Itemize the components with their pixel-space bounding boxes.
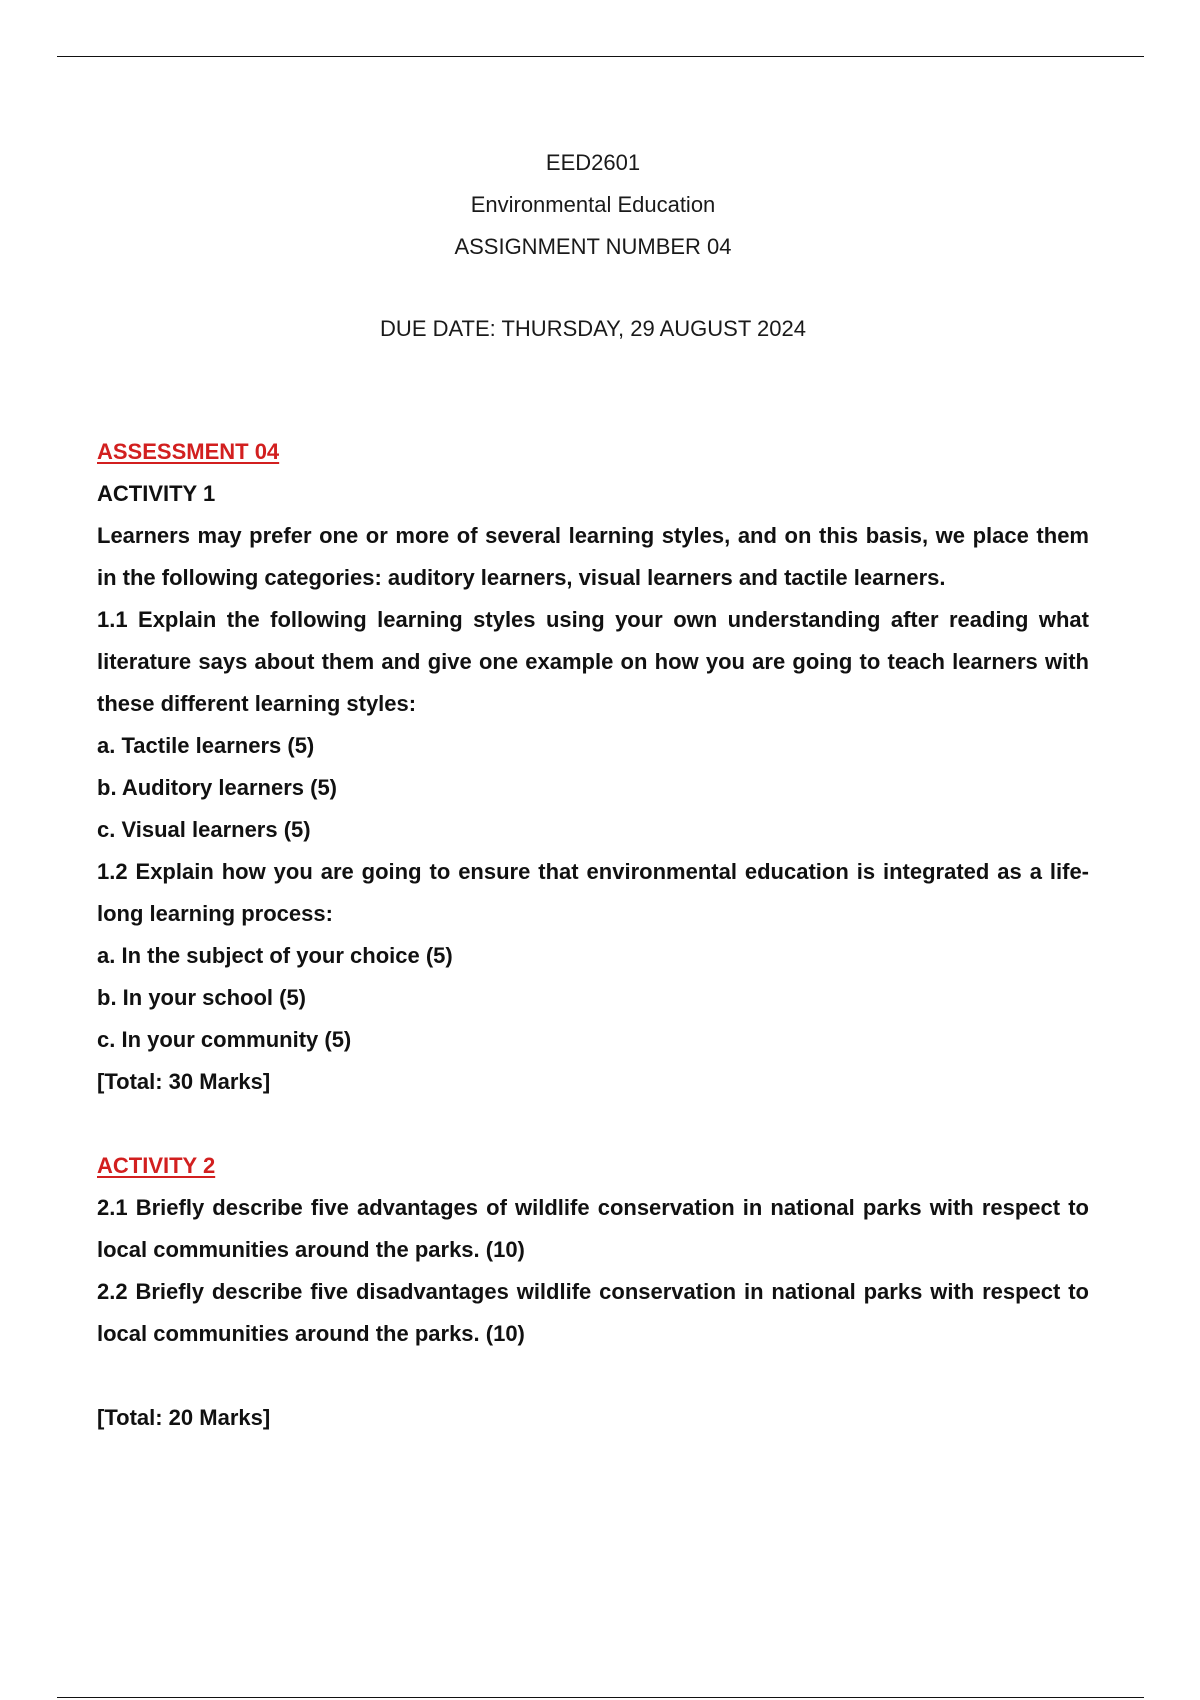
due-date: DUE DATE: THURSDAY, 29 AUGUST 2024: [380, 316, 806, 341]
question-2-1: 2.1 Briefly describe five advantages of wildlife conservation in national parks with respect to local communities around the parks. (10): [97, 1195, 1089, 1262]
spacer: [97, 1103, 1089, 1145]
question-2-2: 2.2 Briefly describe five disadvantages wildlife conservation in national parks with respect to local communities around the parks. (10): [97, 1279, 1089, 1346]
top-rule: [57, 56, 1144, 57]
question-1-2-item: c. In your community (5): [97, 1027, 352, 1052]
question-1-1-item: c. Visual learners (5): [97, 817, 311, 842]
question-1-2: 1.2 Explain how you are going to ensure that environmental education is integrated as a life-long learning process:: [97, 859, 1089, 926]
assessment-heading: ASSESSMENT 04: [97, 439, 280, 464]
activity2-total: [Total: 20 Marks]: [97, 1405, 271, 1430]
spacer: [97, 1355, 1089, 1397]
activity1-heading: ACTIVITY 1: [97, 481, 216, 506]
bottom-rule: [57, 1697, 1144, 1698]
course-name: Environmental Education: [470, 192, 716, 217]
assignment-number: ASSIGNMENT NUMBER 04: [454, 234, 732, 259]
document-header: [0, 142, 1186, 350]
question-1-2-item: a. In the subject of your choice (5): [97, 943, 453, 968]
question-1-1-item: b. Auditory learners (5): [97, 775, 338, 800]
activity2-heading: ACTIVITY 2: [97, 1153, 216, 1178]
course-code: EED2601: [545, 150, 641, 175]
activity1-total: [Total: 30 Marks]: [97, 1069, 271, 1094]
document-body: [97, 431, 1089, 1439]
activity1-intro: Learners may prefer one or more of several learning styles, and on this basis, we place them in the following categories: auditory learners, visual learners and tactile learners.: [97, 523, 1089, 590]
question-1-2-item: b. In your school (5): [97, 985, 307, 1010]
question-1-1: 1.1 Explain the following learning styles using your own understanding after reading what literature says about them and give one example on how you are going to teach learners with these different learning styles:: [97, 607, 1089, 716]
question-1-1-item: a. Tactile learners (5): [97, 733, 315, 758]
